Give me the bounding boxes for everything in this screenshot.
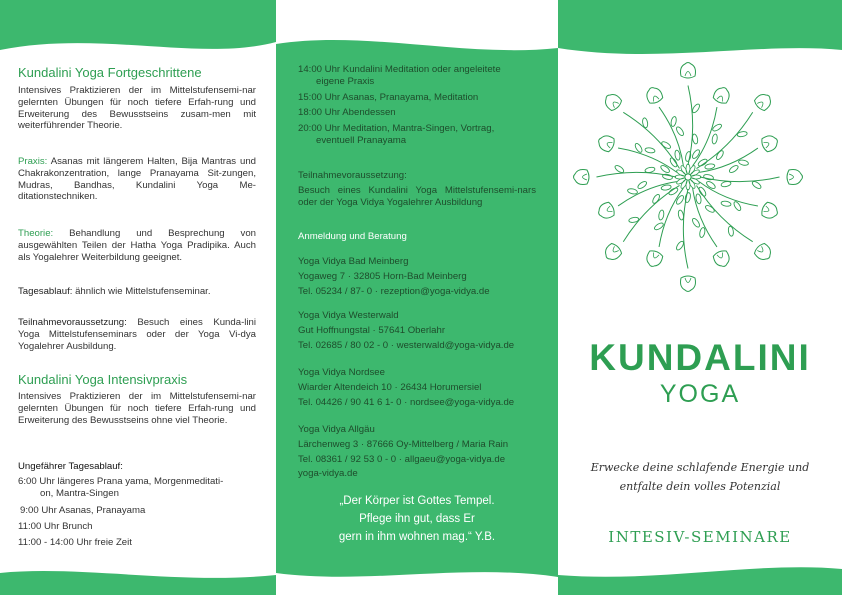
middle-panel: [276, 0, 558, 595]
top-wave: [276, 0, 558, 62]
flower-mandala-icon: [563, 52, 813, 302]
website-link[interactable]: yoga-vidya.de: [298, 468, 358, 480]
bottom-wave: [558, 553, 842, 595]
schedule-item: 6:00 Uhr längeres Prana yama, Morgenmeditati-: [18, 476, 224, 487]
teilnahme-paragraph: Teilnahmevoraussetzung: Besuch eines Kunda-lini Yoga Mittelstufenseminars oder der Yoga Vi-dya Yogalehrer Ausbildung.: [18, 317, 256, 352]
center-block: Yoga Vidya Nordsee Wiarder Altendeich 10 · 26434 Horumersiel Tel. 04426 / 90 41 6 1- 0 · nordsee@yoga-vidya.de: [298, 367, 515, 408]
center-block: Yoga Vidya Allgäu Lärchenweg 3 · 87666 Oy-Mittelberg / Maria Rain Tel. 08361 / 92 53 0 - 0 · allgaeu@yoga-vidya.de yoga-vidya.de: [298, 424, 536, 480]
teilnahme-text: Besuch eines Kundalini Yoga Mittelstufensemi-nars oder der Yoga Vidya Yogalehrer Ausbildung: [298, 185, 536, 208]
bottom-wave: [276, 553, 558, 595]
top-wave: [0, 0, 276, 60]
intro-paragraph: Intensives Praktizieren der im Mittelstufensemi-nar gelernten Übungen für noch tiefere Erfah-rung und Erweiterung des Bewusstseins zusam-men mit weiterführender Theorie.: [18, 85, 256, 132]
schedule-item: 11:00 Uhr Brunch: [18, 521, 93, 532]
right-panel: [558, 0, 842, 595]
bottom-wave: [0, 555, 276, 595]
title-yoga: YOGA: [659, 380, 741, 408]
intensiv-paragraph: Intensives Praktizieren der im Mittelstufensemi-nar gelernten Übungen für noch tiefere Erfah-rung und Erweiterung des Bewusstseins ohne viel Theorie.: [18, 391, 256, 426]
title-kundalini: KUNDALINI: [589, 337, 811, 378]
teilnahme-title: Teilnahmevoraussetzung:: [298, 170, 407, 181]
schedule-title: Ungefährer Tagesablauf:: [18, 461, 123, 472]
anmeldung-title: Anmeldung und Beratung: [298, 231, 407, 242]
tagline: Erwecke deine schlafende Energie und entfalte dein volles Potenzial: [590, 461, 810, 493]
theorie-paragraph: Theorie: Behandlung und Besprechung von ausgewählten Teilen der Hatha Yoga Pradipika. Auch als Yogalehrer Weiterbildung geeignet.: [18, 228, 256, 263]
center-block: Yoga Vidya Westerwald Gut Hoffnungstal · 57641 Oberlahr Tel. 02685 / 80 02 - 0 · westerwald@yoga-vidya.de: [298, 310, 515, 351]
left-panel: [0, 0, 276, 595]
schedule-item: on, Mantra-Singen: [40, 488, 119, 499]
schedule-continued: 14:00 Uhr Kundalini Meditation oder angeleitete eigene Praxis 15:00 Uhr Asanas, Pranayama, Meditation 18:00 Uhr Abendessen 20:00 Uhr Meditation, Mantra-Singen, Vortrag, eventuell Pranayama: [298, 64, 501, 146]
praxis-paragraph: Praxis: Asanas mit längerem Halten, Bija Mantras und Chakrakonzentration, lange Pranayama Sit-zungen, Mudras, Bandhas, Kundalini Yoga Me-ditationstechniken.: [18, 156, 256, 203]
schedule-item: 11:00 - 14:00 Uhr freie Zeit: [18, 537, 132, 548]
tagesablauf-paragraph: Tagesablauf: ähnlich wie Mittelstufenseminar.: [18, 286, 211, 297]
quote: „Der Körper ist Gottes Tempel. Pflege ihn gut, dass Er gern in ihm wohnen mag.“ Y.B.: [338, 495, 496, 543]
seminar-title: INTESIV-SEMINARE: [608, 528, 792, 546]
heading-intensivpraxis: Kundalini Yoga Intensivpraxis: [18, 372, 188, 387]
schedule-item: 9:00 Uhr Asanas, Pranayama: [20, 505, 146, 516]
heading-fortgeschrittene: Kundalini Yoga Fortgeschrittene: [18, 65, 202, 80]
center-block: Yoga Vidya Bad Meinberg Yogaweg 7 · 32805 Horn-Bad Meinberg Tel. 05234 / 87- 0 · rezeption@yoga-vidya.de: [298, 256, 490, 297]
